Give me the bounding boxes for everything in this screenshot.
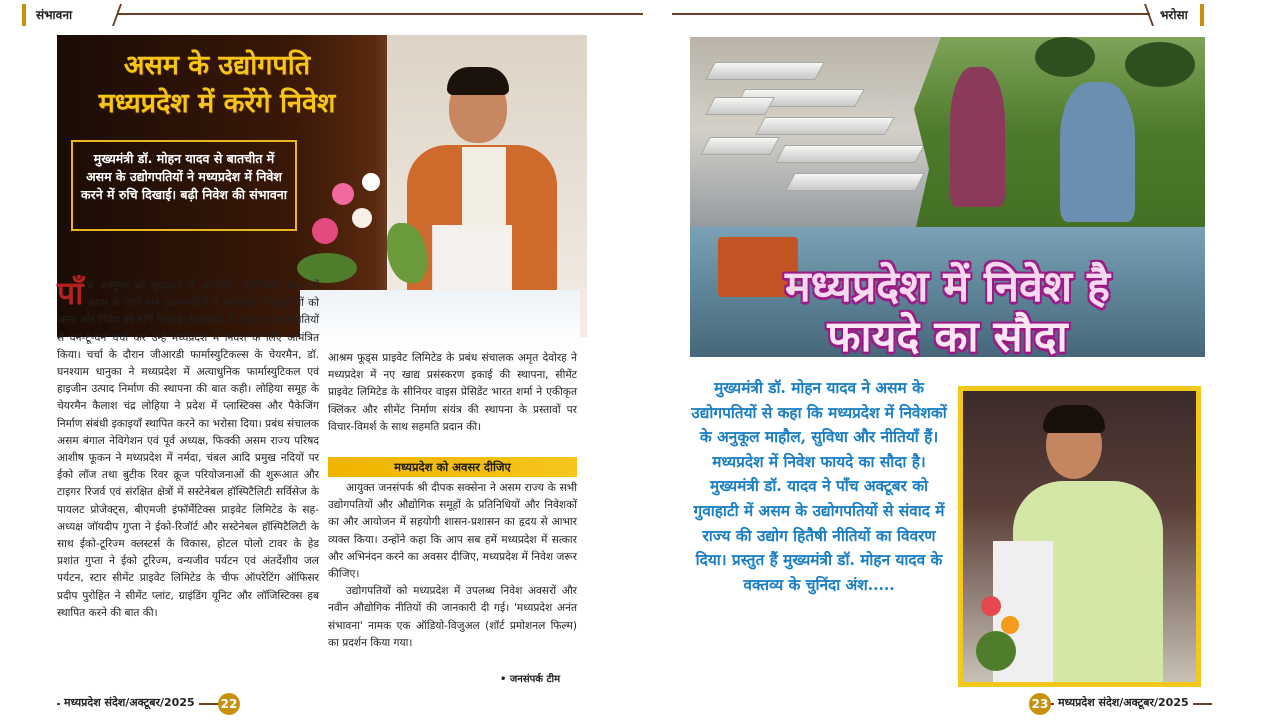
header-rule-left — [118, 13, 643, 15]
left-headline-line1: असम के उद्योगपति — [123, 50, 311, 81]
cm-speech-photo — [958, 386, 1201, 687]
page-number-left: 22 — [218, 693, 240, 715]
article-column-2-intro: आश्रम फूड्स प्राइवेट लिमिटेड के प्रबंध संचालक अमृत देवोरह ने मध्यप्रदेश में नए खाद्य प्रसंस्करण इकाई की स्थापना, सीमेंट प्राइवेट लिमिटेड के सीनियर वाइस प्रेसिडेंट भारत शर्मा ने एकीकृत क्लिंकर और सीमेंट निर्माण संयंत्र की स्थापना के प्रस्तावों पर विचार-विमर्श के साथ सहमति प्रदान की। — [328, 352, 577, 433]
left-headline — [67, 47, 367, 123]
left-headline-line2: मध्यप्रदेश में करेंगे निवेश — [98, 88, 336, 119]
article-paragraph: उद्योगपतियों को मध्यप्रदेश में उपलब्ध निवेश अवसरों और नवीन औद्योगिक नीतियों की जानकारी दी गई। 'मध्यप्रदेश अनंत संभावना' नामक एक ऑडियो-विजुअल (शॉर्ट प्रमोशनल फिल्म) का प्रदर्शन किया गया। — [328, 585, 577, 649]
pull-quote: मुख्यमंत्री डॉ. मोहन यादव ने असम के उद्योगपतियों से कहा कि मध्यप्रदेश में निवेशकों के अनुकूल माहौल, सुविधा और नीतियाँ हैं। मध्यप्रदेश में निवेश फायदे का सौदा है। मुख्यमंत्री डॉ. यादव ने पाँच अक्टूबर को गुवाहाटी में असम के उद्योगपतियों से संवाद में राज्य की उद्योग हितैषी नीतियों का विवरण दिया। प्रस्तुत हैं मुख्यमंत्री डॉ. मोहन यादव के वक्तव्य के चुनिंदा अंश..... — [691, 379, 947, 594]
event-banner-bg — [300, 290, 580, 350]
right-headline-line2: फायदे का सौदा — [827, 312, 1068, 357]
article-column-1 — [57, 274, 320, 622]
article-text-col1: च अक्टूबर को गुवाहाटी में आयोजित इन्टरैक्टिव सेशन में असम के जाने माने उद्योगपतियों ने मध्यप्रदेश की खूबियों को जाना और निवेश की रुचि दिखाई। मुख्यमंत्री डॉ. यादव ने उद्योगपतियों से वन-टू-वन चर्चा कर उन्हें मध्यप्रदेश में निवेश के लिए आमंत्रित किया। चर्चा के दौरान जीआरडी फार्मास्युटिकल्स के चेयरमैन, डॉ. घनश्याम धानुका ने मध्यप्रदेश में अत्याधुनिक फार्मास्युटिकल एवं हाइजीन उत्पाद निर्माण की स्थापना की बात कही। लोहिया समूह के चेयरमैन कैलाश चंद्र लोहिया ने प्रदेश में प्लास्टिक्स और पैकेजिंग निर्माण संबंधी इकाइयाँ स्थापित करने का भरोसा दिया। प्रबंध संचालक असम बंगाल नेविगेशन एवं पूर्व अध्यक्ष, फिक्की असम राज्य परिषद आशीष फूकन ने मध्यप्रदेश में नर्मदा, चंबल आदि प्रमुख नदियों पर ईको लॉज तथा बुटीक रिवर क्रूज परियोजनाओं की शुरूआत और टाइगर रिजर्व एवं संरक्षित क्षेत्रों में सस्टेनेबल हॉस्पिटैलिटी सर्विसेज के पायलट प्रोजेक्ट्स, बीएमजी इंफॉर्मेटिक्स प्राइवेट लिमिटेड के सह-अध्यक्ष जॉयदीप गुप्ता ने ईको-रिजॉर्ट और सस्टेनेबल हॉस्पिटैलिटी के साथ ईको-टूरिज्म क्लस्टर्स के विकास, होटल पोलो टावर के हेड प्रशांत गुप्ता ने ईको टूरिज्म, वन्यजीव पर्यटन एवं अंतर्देशीय जल पर्यटन, स्टार सीमेंट प्राइवेट लिमिटेड के चीफ ऑपरेटिंग ऑफिसर प्रदीप पुरोहित ने सीमेंट प्लांट, ग्राइंडिंग यूनिट और लॉजिस्टिक्स हब स्थापित करने की बात की। — [57, 280, 320, 619]
footer-text-right: मध्यप्रदेश संदेश/अक्टूबर/2025 — [1054, 695, 1193, 710]
flower-bouquet — [292, 163, 442, 293]
footer-text-left: मध्यप्रदेश संदेश/अक्टूबर/2025 — [60, 695, 199, 710]
right-headline-line1: मध्यप्रदेश में निवेश है — [785, 262, 1110, 312]
left-subtitle-box: मुख्यमंत्री डॉ. मोहन यादव से बातचीत में असम के उद्योगपतियों ने मध्यप्रदेश में निवेश करने में रुचि दिखाई। बढ़ी निवेश की संभावना — [71, 140, 297, 231]
section-tab-left: संभावना — [22, 4, 118, 26]
article-paragraph: आयुक्त जनसंपर्क श्री दीपक सक्सेना ने असम राज्य के सभी उद्योगपतियों और औद्योगिक समूहों के प्रतिनिधियों और निवेशकों का और आयोजन में सहयोगी शासन-प्रशासन का हृदय से आभार व्यक्त किया। उन्होंने कहा कि आप सब हमें मध्यप्रदेश में सत्कार और अभिनंदन करने का अवसर दीजिए, मध्यप्रदेश में निवेश जरूर कीजिए। — [328, 482, 577, 581]
right-hero-collage — [690, 37, 1205, 357]
section-tab-right: भरोसा — [1148, 4, 1204, 26]
sub-heading: मध्यप्रदेश को अवसर दीजिए — [328, 457, 577, 477]
article-column-2 — [328, 480, 577, 652]
byline: • जनसंपर्क टीम — [500, 674, 561, 685]
page-number-right: 23 — [1029, 693, 1051, 715]
header-rule-right — [672, 13, 1150, 15]
drop-cap: पाँ — [57, 274, 84, 312]
